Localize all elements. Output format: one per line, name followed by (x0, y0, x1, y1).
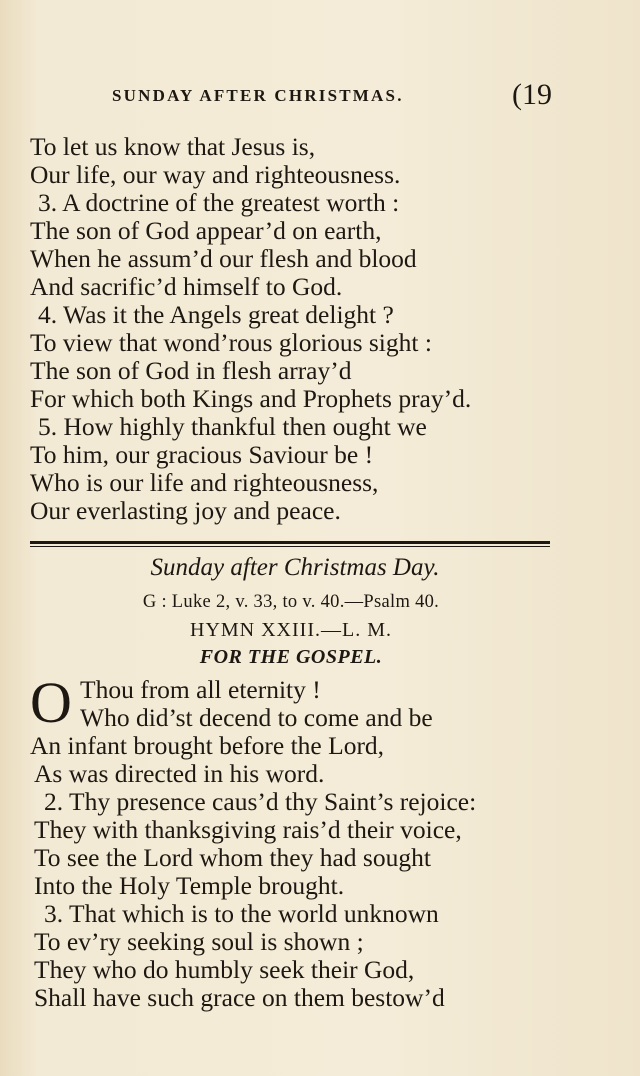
hymn-line: Thou from all eternity ! (80, 675, 321, 704)
hymn-line: They with thanksgiving rais’d their voice, (34, 815, 462, 844)
drop-cap: O (30, 670, 72, 735)
page-header (0, 78, 640, 112)
verse-line: Who is our life and righteousness, (30, 468, 379, 497)
verse-line: 5. How highly thankful then ought we (38, 412, 427, 441)
running-head: SUNDAY AFTER CHRISTMAS. (112, 86, 404, 105)
hymn-title: HYMN XXIII.—L. M. (190, 619, 392, 641)
gospel-reference: G : Luke 2, v. 33, to v. 40.—Psalm 40. (142, 592, 440, 612)
hymn-line: They who do humbly seek their God, (34, 955, 415, 984)
hymn-line: An infant brought before the Lord, (30, 731, 385, 760)
hymn-line: Who did’st decend to come and be (80, 703, 433, 732)
verse-line: 3. A doctrine of the greatest worth : (38, 188, 400, 217)
verse-line: To him, our gracious Saviour be ! (30, 440, 374, 469)
verse-line: To let us know that Jesus is, (30, 132, 316, 161)
hymn-line: 2. Thy presence caus’d thy Saint’s rejoice: (44, 787, 477, 816)
verse-line: The son of God in flesh array’d (30, 356, 352, 385)
hymn-line: Shall have such grace on them bestow’d (34, 983, 445, 1012)
section-divider (30, 541, 550, 544)
page-number: (19 (512, 78, 552, 111)
verse-line: And sacrific’d himself to God. (30, 272, 343, 301)
hymn-line: To ev’ry seeking soul is shown ; (34, 927, 364, 956)
verse-line: 4. Was it the Angels great delight ? (38, 300, 394, 329)
hymn-line: 3. That which is to the world unknown (44, 899, 439, 928)
verse-line: For which both Kings and Prophets pray’d. (30, 384, 472, 413)
hymn-line: Into the Holy Temple brought. (34, 871, 345, 900)
section-title: Sunday after Christmas Day. (150, 554, 440, 581)
hymn-line: As was directed in his word. (34, 759, 325, 788)
verse-line: The son of God appear’d on earth, (30, 216, 382, 245)
verse-line: To view that wond’rous glorious sight : (30, 328, 432, 357)
verse-line: When he assum’d our flesh and blood (30, 244, 417, 273)
section-divider-thin (30, 546, 550, 547)
verse-line: Our life, our way and righteousness. (30, 160, 401, 189)
hymn-subtitle: FOR THE GOSPEL. (199, 646, 383, 668)
hymn-line: To see the Lord whom they had sought (34, 843, 431, 872)
verse-line: Our everlasting joy and peace. (30, 496, 341, 525)
